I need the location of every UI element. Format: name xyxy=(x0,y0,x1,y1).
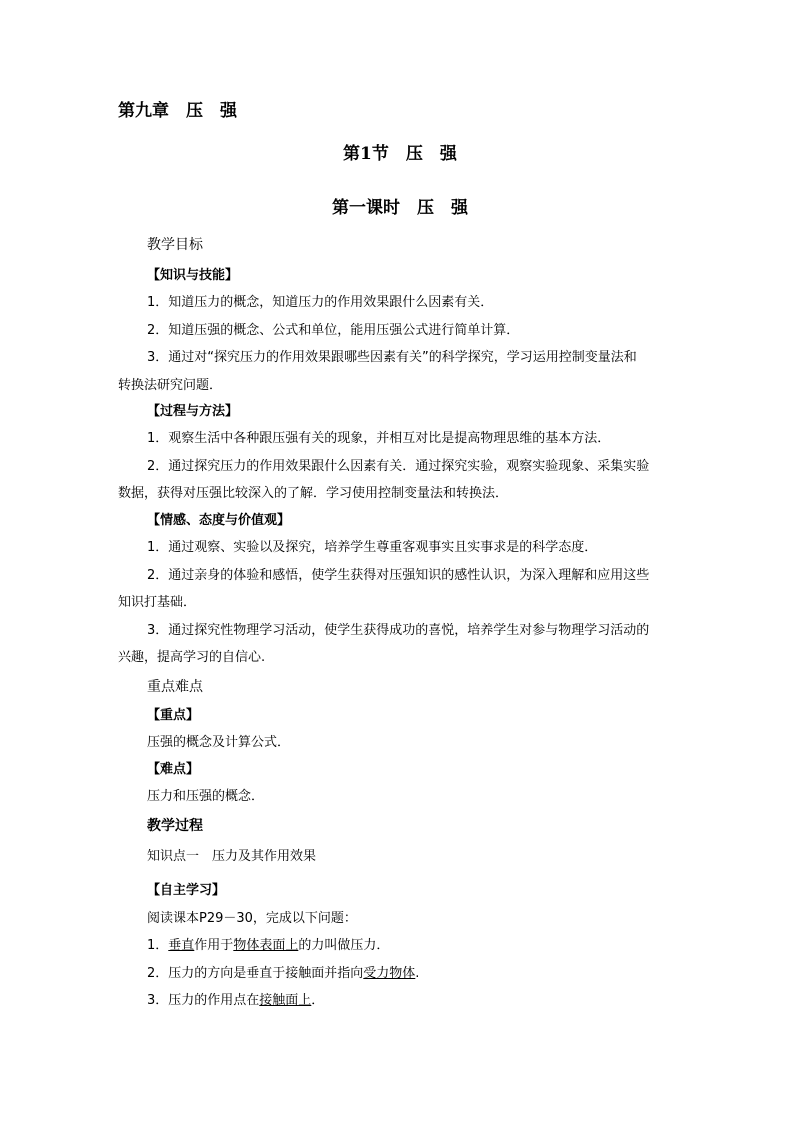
process-methods-label: 【过程与方法】 xyxy=(147,404,239,419)
answer-stressed-object: 受力物体 xyxy=(363,966,416,981)
difficult-point-text: 压力和压强的概念． xyxy=(147,789,265,804)
key-point-text: 压强的概念及计算公式． xyxy=(147,735,291,750)
answer-vertical: 垂直 xyxy=(168,938,195,953)
section-title: 第1节 压 强 xyxy=(343,144,457,164)
attitude-item-1: 1．通过观察、实验以及探究，培养学生尊重客观事实且实事求是的科学态度． xyxy=(147,540,598,555)
question-1-suffix: 的力叫做压力． xyxy=(298,938,390,953)
question-3-prefix: 3．压力的作用点在 xyxy=(147,993,260,1008)
lesson-title: 第一课时 压 强 xyxy=(332,198,468,218)
question-3 xyxy=(147,992,324,1010)
knowledge-item-3-line-1: 3．通过对“探究压力的作用效果跟哪些因素有关”的科学探究，学习运用控制变量法和 xyxy=(147,350,637,365)
knowledge-skills-label: 【知识与技能】 xyxy=(147,268,239,283)
question-1-mid: 作用于 xyxy=(194,938,234,953)
knowledge-point-title: 知识点一 压力及其作用效果 xyxy=(147,849,317,864)
difficult-point-label: 【难点】 xyxy=(147,762,200,777)
process-item-1: 1．观察生活中各种跟压强有关的现象，并相互对比是提高物理思维的基本方法． xyxy=(147,431,611,446)
answer-object-surface: 物体表面上 xyxy=(233,938,299,953)
process-item-2-line-2: 数据，获得对压强比较深入的了解．学习使用控制变量法和转换法． xyxy=(118,486,509,501)
attitude-item-3-line-2: 兴趣，提高学习的自信心. xyxy=(118,650,266,665)
question-2 xyxy=(147,965,419,983)
attitude-item-2-line-2: 知识打基础． xyxy=(118,595,197,610)
process-item-2-line-1: 2．通过探究压力的作用效果跟什么因素有关．通过探究实验，观察实验现象、采集实验 xyxy=(147,459,650,474)
knowledge-item-3-line-2: 转换法研究问题． xyxy=(118,378,223,393)
question-3-suffix: ． xyxy=(311,993,325,1008)
knowledge-item-2: 2．知道压强的概念、公式和单位，能用压强公式进行简单计算． xyxy=(147,323,520,338)
attitude-item-3-line-1: 3．通过探究性物理学习活动，使学生获得成功的喜悦，培养学生对参与物理学习活动的 xyxy=(147,623,650,638)
question-1-prefix: 1． xyxy=(147,938,169,953)
attitude-values-label: 【情感、态度与价值观】 xyxy=(147,513,291,528)
objectives-heading: 教学目标 xyxy=(147,237,203,253)
question-2-prefix: 2．压力的方向是垂直于接触面并指向 xyxy=(147,966,364,981)
attitude-item-2-line-1: 2．通过亲身的体验和感悟，使学生获得对压强知识的感性认识，为深入理解和应用这些 xyxy=(147,568,650,583)
answer-contact-surface: 接触面上 xyxy=(259,993,312,1008)
chapter-title: 第九章 压 强 xyxy=(118,101,237,121)
knowledge-item-1: 1．知道压力的概念，知道压力的作用效果跟什么因素有关． xyxy=(147,295,494,310)
key-point-label: 【重点】 xyxy=(147,708,200,723)
teaching-process-heading: 教学过程 xyxy=(147,818,203,834)
self-study-label: 【自主学习】 xyxy=(147,883,226,898)
key-points-heading: 重点难点 xyxy=(147,679,203,695)
question-2-suffix: . xyxy=(415,966,420,981)
question-1 xyxy=(147,937,389,955)
reading-instruction: 阅读课本P29－30，完成以下问题： xyxy=(147,911,357,926)
